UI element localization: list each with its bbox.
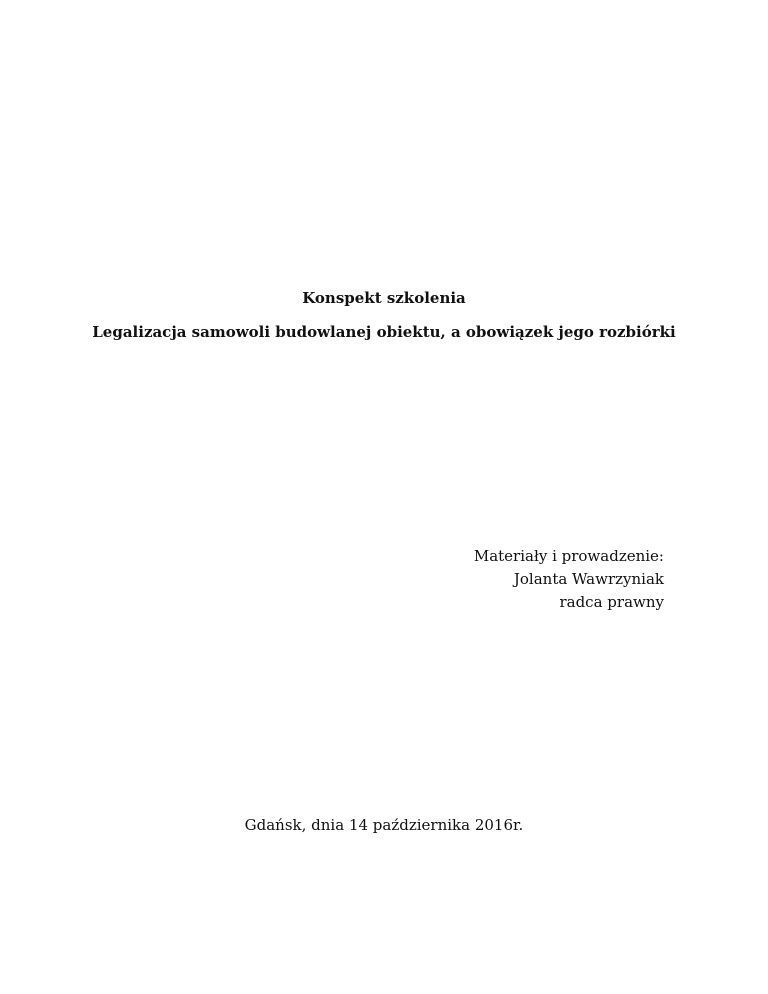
author-role: radca prawny xyxy=(559,593,664,611)
document-title: Legalizacja samowoli budowlanej obiektu, a obowiązek jego rozbiórki xyxy=(92,323,676,341)
place-and-date: Gdańsk, dnia 14 października 2016r. xyxy=(244,816,524,834)
author-label: Materiały i prowadzenie: xyxy=(473,547,664,565)
document-kind: Konspekt szkolenia xyxy=(302,289,466,307)
author-name: Jolanta Wawrzyniak xyxy=(513,570,664,588)
title-block xyxy=(0,288,768,342)
author-block xyxy=(474,545,664,614)
